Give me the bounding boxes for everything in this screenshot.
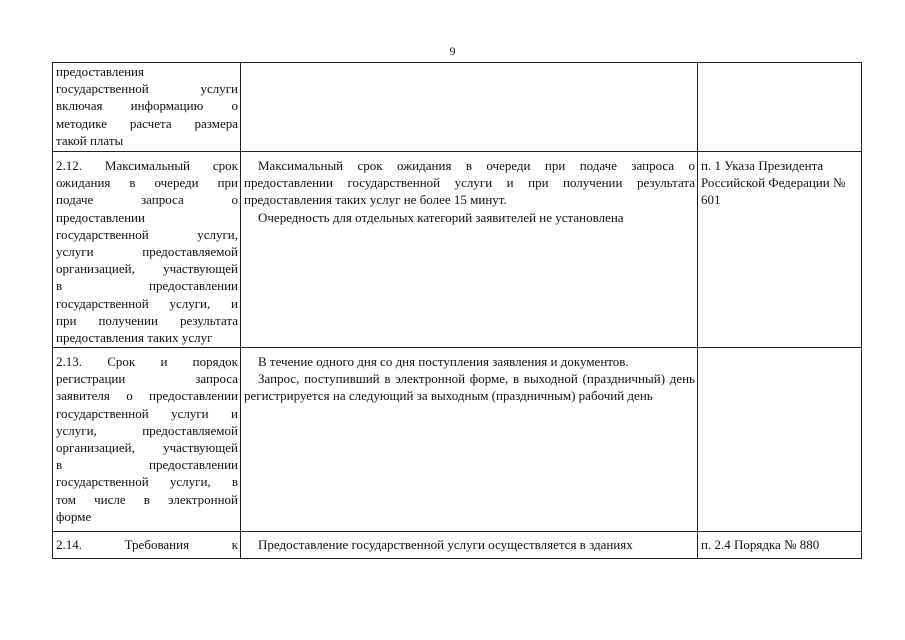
requirement-line: подаче запроса о [56,192,238,208]
requirement-line: услуги предоставляемой [56,244,238,260]
content-cell [241,63,698,152]
requirement-line: 2.12. Максимальный срок [56,158,238,173]
requirement-line: ожидания в очереди при [56,175,238,191]
requirement-line: такой платы [56,132,124,148]
table-row [53,152,862,348]
requirement-line: в предоставлении [56,278,238,294]
requirement-line: государственной услуги, [56,226,238,242]
requirement-line: методике расчета размера [56,115,238,131]
requirement-line: регистрации запроса [56,371,238,387]
page-number: 9 [449,44,456,58]
legal-basis-cell: п. 1 Указа Президента Российской Федерации № 601 [698,152,862,348]
requirement-line: услуги, предоставляемой [56,422,238,438]
requirement-line: форме [56,508,92,524]
table-row [53,63,862,152]
content-paragraph: Очередность для отдельных категорий заявителей не установлена [258,209,624,225]
requirement-cell [53,63,241,152]
requirement-line: предоставлении [56,209,145,225]
requirement-line: предоставления таких услуг [56,330,213,346]
content-cell [241,348,698,532]
table-row [53,348,862,532]
content-paragraph: Запрос, поступивший в электронной форме, в выходной (праздничный) день регистрируется на следующий за выходным (праздничным) рабочий день [244,371,695,404]
requirement-line: государственной услуги, в [56,474,238,490]
content-cell [241,532,698,559]
content-paragraph: Максимальный срок ожидания в очереди при подаче запроса о предоставлении государственной услуги и при получении результата предоставления таких услуг не более 15 минут. [244,158,695,208]
requirement-line: 2.14. Требования к [56,537,238,552]
requirement-cell [53,152,241,348]
table-row [53,532,862,559]
legal-basis-cell: п. 2.4 Порядка № 880 [698,532,862,559]
content-paragraph: Предоставление государственной услуги осуществляется в зданиях [258,537,633,552]
requirement-line: государственной услуги [56,81,238,97]
requirement-line: предоставления [56,64,144,79]
requirement-line: том числе в электронной [56,491,238,507]
requirement-line: организацией, участвующей [56,261,238,277]
requirement-cell [53,348,241,532]
requirement-line: включая информацию о [56,98,238,114]
content-paragraph: В течение одного дня со дня поступления заявления и документов. [258,354,629,369]
requirement-line: в предоставлении [56,457,238,473]
requirement-line: организацией, участвующей [56,440,238,456]
legal-basis-cell [698,63,862,152]
requirement-line: государственной услуги и [56,405,238,421]
requirement-line: 2.13. Срок и порядок [56,354,238,369]
requirement-line: государственной услуги, и [56,295,238,311]
requirement-line: при получении результата [56,312,238,328]
regulation-table [52,62,862,559]
legal-basis-cell [698,348,862,532]
requirement-line: заявителя о предоставлении [56,388,238,404]
requirement-cell [53,532,241,559]
content-cell [241,152,698,348]
